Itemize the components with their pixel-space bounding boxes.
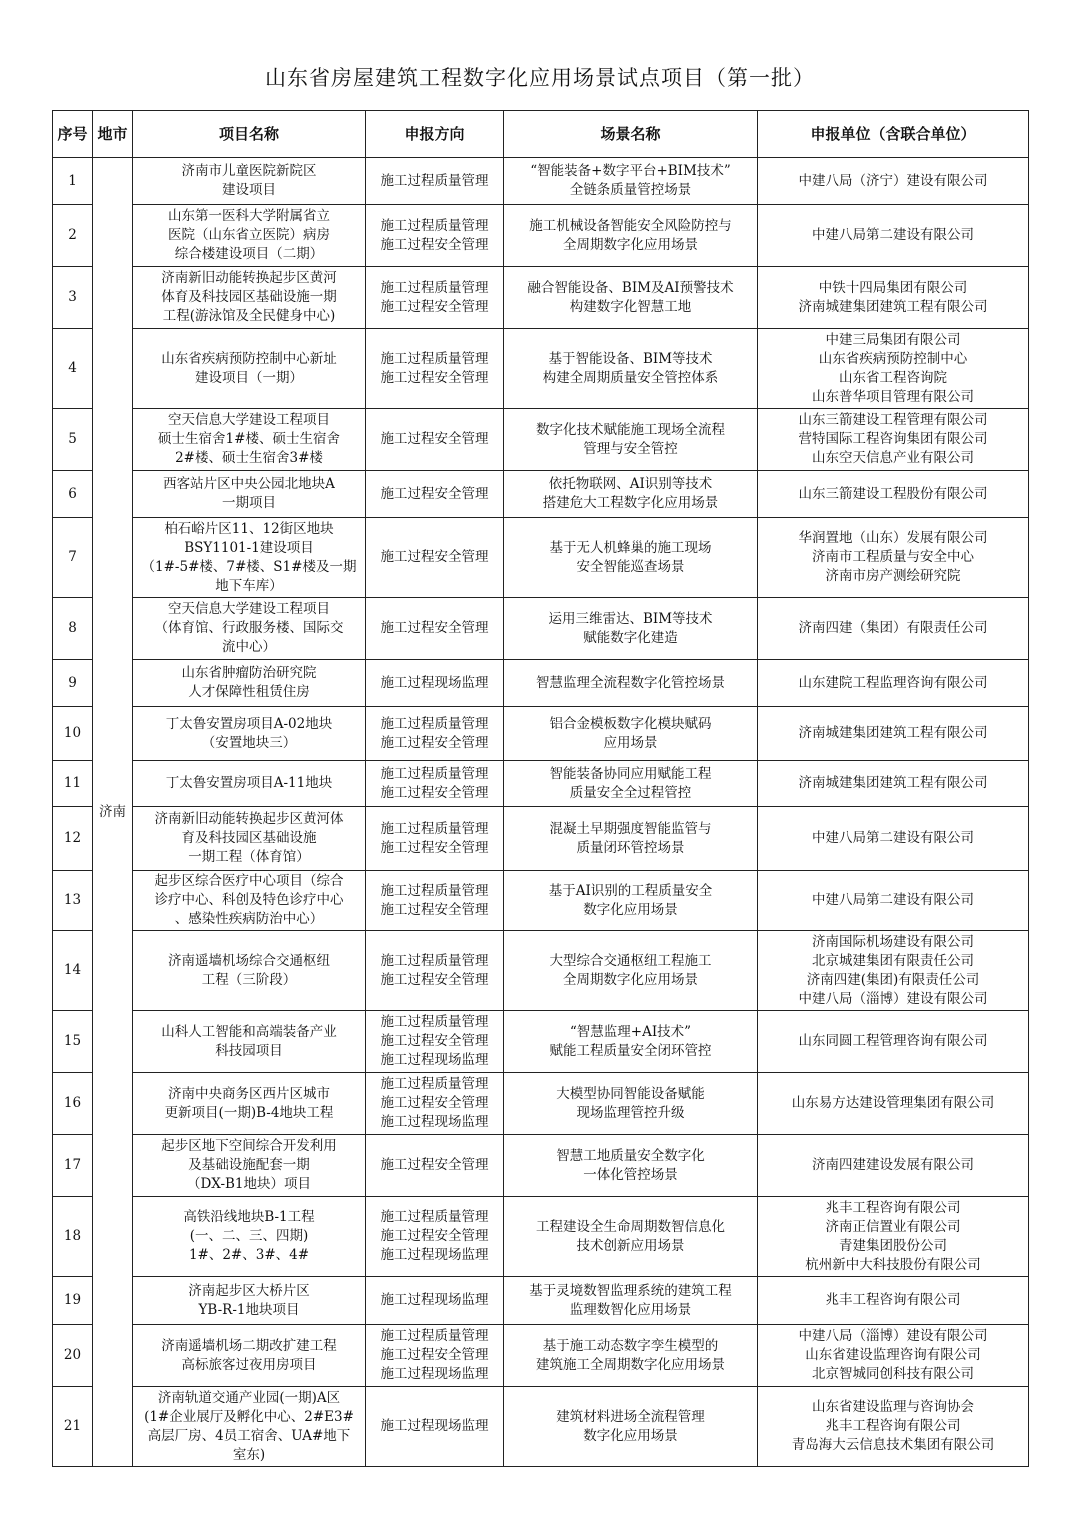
cell-unit: 中建八局（淄博）建设有限公司 山东省建设监理咨询有限公司 北京智城同创科技有限公司	[758, 1325, 1029, 1387]
cell-unit: 济南四建（集团）有限责任公司	[758, 598, 1029, 660]
cell-unit: 山东易方达建设管理集团有限公司	[758, 1073, 1029, 1135]
cell-seq: 9	[53, 660, 93, 707]
cell-unit: 山东省建设监理与咨询协会 兆丰工程咨询有限公司 青岛海大云信息技术集团有限公司	[758, 1387, 1029, 1467]
cell-project: 西客站片区中央公园北地块A 一期项目	[133, 471, 366, 518]
cell-direction: 施工过程安全管理	[366, 409, 504, 471]
page-title: 山东省房屋建筑工程数字化应用场景试点项目（第一批）	[265, 66, 815, 90]
header-project: 项目名称	[133, 111, 366, 158]
cell-unit: 济南国际机场建设有限公司 北京城建集团有限责任公司 济南四建(集团)有限责任公司 中建八局（淄博）建设有限公司	[758, 931, 1029, 1011]
table-row	[53, 267, 1029, 329]
cell-direction: 施工过程质量管理 施工过程安全管理	[366, 205, 504, 267]
cell-project: 山东第一医科大学附属省立 医院（山东省立医院）病房 综合楼建设项目（二期）	[133, 205, 366, 267]
cell-seq: 14	[53, 931, 93, 1011]
cell-project: 济南新旧动能转换起步区黄河体 育及科技园区基础设施 一期工程（体育馆）	[133, 807, 366, 871]
cell-project: 济南起步区大桥片区 YB-R-1地块项目	[133, 1277, 366, 1325]
table-row	[53, 598, 1029, 660]
cell-seq: 5	[53, 409, 93, 471]
cell-scene: “智慧监理+AI技术” 赋能工程质量安全闭环管控	[504, 1011, 758, 1073]
cell-seq: 2	[53, 205, 93, 267]
cell-scene: “智能装备+数字平台+BIM技术” 全链条质量管控场景	[504, 158, 758, 205]
cell-direction: 施工过程现场监理	[366, 1387, 504, 1467]
table-row	[53, 871, 1029, 931]
cell-project: 丁太鲁安置房项目A-11地块	[133, 761, 366, 807]
cell-seq: 19	[53, 1277, 93, 1325]
cell-seq: 12	[53, 807, 93, 871]
cell-direction: 施工过程质量管理 施工过程安全管理 施工过程现场监理	[366, 1073, 504, 1135]
cell-direction: 施工过程质量管理 施工过程安全管理 施工过程现场监理	[366, 1325, 504, 1387]
cell-unit: 中建三局集团有限公司 山东省疾病预防控制中心 山东省工程咨询院 山东普华项目管理有限公司	[758, 329, 1029, 409]
cell-scene: 混凝土早期强度智能监管与 质量闭环管控场景	[504, 807, 758, 871]
cell-unit: 济南城建集团建筑工程有限公司	[758, 761, 1029, 807]
cell-scene: 工程建设全生命周期数智信息化 技术创新应用场景	[504, 1197, 758, 1277]
table-row	[53, 707, 1029, 761]
cell-project: 山科人工智能和高端装备产业 科技园项目	[133, 1011, 366, 1073]
cell-unit: 山东同圆工程管理咨询有限公司	[758, 1011, 1029, 1073]
cell-direction: 施工过程质量管理 施工过程安全管理	[366, 871, 504, 931]
cell-seq: 6	[53, 471, 93, 518]
cell-direction: 施工过程质量管理 施工过程安全管理	[366, 807, 504, 871]
header-unit: 申报单位（含联合单位）	[758, 111, 1029, 158]
table-row	[53, 329, 1029, 409]
cell-direction: 施工过程现场监理	[366, 1277, 504, 1325]
cell-scene: 基于AI识别的工程质量安全 数字化应用场景	[504, 871, 758, 931]
cell-seq: 20	[53, 1325, 93, 1387]
cell-unit: 山东三箭建设工程股份有限公司	[758, 471, 1029, 518]
table-row	[53, 1277, 1029, 1325]
cell-seq: 10	[53, 707, 93, 761]
cell-direction: 施工过程质量管理 施工过程安全管理	[366, 761, 504, 807]
cell-seq: 11	[53, 761, 93, 807]
cell-seq: 7	[53, 518, 93, 598]
cell-unit: 中建八局第二建设有限公司	[758, 205, 1029, 267]
cell-scene: 依托物联网、AI识别等技术 搭建危大工程数字化应用场景	[504, 471, 758, 518]
table-row	[53, 1011, 1029, 1073]
cell-seq: 1	[53, 158, 93, 205]
table-row	[53, 1325, 1029, 1387]
cell-project: 济南市儿童医院新院区 建设项目	[133, 158, 366, 205]
cell-project: 空天信息大学建设工程项目 硕士生宿舍1#楼、硕士生宿舍 2#楼、硕士生宿舍3#楼	[133, 409, 366, 471]
cell-unit: 华润置地（山东）发展有限公司 济南市工程质量与安全中心 济南市房产测绘研究院	[758, 518, 1029, 598]
cell-seq: 8	[53, 598, 93, 660]
cell-scene: 智慧监理全流程数字化管控场景	[504, 660, 758, 707]
cell-direction: 施工过程现场监理	[366, 660, 504, 707]
cell-scene: 施工机械设备智能安全风险防控与 全周期数字化应用场景	[504, 205, 758, 267]
cell-unit: 兆丰工程咨询有限公司	[758, 1277, 1029, 1325]
projects-table	[52, 110, 1029, 1467]
table-row	[53, 931, 1029, 1011]
cell-project: 济南轨道交通产业园(一期)A区 (1#企业展厅及孵化中心、2#E3# 高层厂房、4员工宿舍、UA#地下 室东)	[133, 1387, 366, 1467]
cell-direction: 施工过程质量管理 施工过程安全管理	[366, 329, 504, 409]
cell-scene: 大型综合交通枢纽工程施工 全周期数字化应用场景	[504, 931, 758, 1011]
cell-project: 济南遥墙机场二期改扩建工程 高标旅客过夜用房项目	[133, 1325, 366, 1387]
cell-city: 济南	[93, 158, 133, 1467]
cell-scene: 大模型协同智能设备赋能 现场监理管控升级	[504, 1073, 758, 1135]
cell-scene: 智能装备协同应用赋能工程 质量安全全过程管控	[504, 761, 758, 807]
cell-unit: 济南城建集团建筑工程有限公司	[758, 707, 1029, 761]
cell-unit: 中铁十四局集团有限公司 济南城建集团建筑工程有限公司	[758, 267, 1029, 329]
cell-unit: 中建八局（济宁）建设有限公司	[758, 158, 1029, 205]
cell-project: 济南新旧动能转换起步区黄河 体育及科技园区基础设施一期 工程(游泳馆及全民健身中心)	[133, 267, 366, 329]
cell-direction: 施工过程质量管理 施工过程安全管理	[366, 707, 504, 761]
table-row	[53, 409, 1029, 471]
table-header-row	[53, 111, 1029, 158]
cell-scene: 建筑材料进场全流程管理 数字化应用场景	[504, 1387, 758, 1467]
header-scene: 场景名称	[504, 111, 758, 158]
cell-scene: 基于施工动态数字孪生模型的 建筑施工全周期数字化应用场景	[504, 1325, 758, 1387]
cell-unit: 山东三箭建设工程管理有限公司 营特国际工程咨询集团有限公司 山东空天信息产业有限公司	[758, 409, 1029, 471]
cell-project: 山东省肿瘤防治研究院 人才保障性租赁住房	[133, 660, 366, 707]
cell-project: 高铁沿线地块B-1工程 (一、二、三、四期) 1#、2#、3#、4#	[133, 1197, 366, 1277]
table-row	[53, 1197, 1029, 1277]
table-row	[53, 807, 1029, 871]
cell-scene: 数字化技术赋能施工现场全流程 管理与安全管控	[504, 409, 758, 471]
cell-seq: 18	[53, 1197, 93, 1277]
table-row	[53, 158, 1029, 205]
cell-project: 山东省疾病预防控制中心新址 建设项目（一期）	[133, 329, 366, 409]
cell-scene: 融合智能设备、BIM及AI预警技术 构建数字化智慧工地	[504, 267, 758, 329]
cell-direction: 施工过程质量管理 施工过程安全管理	[366, 931, 504, 1011]
cell-direction: 施工过程安全管理	[366, 1135, 504, 1197]
cell-scene: 智慧工地质量安全数字化 一体化管控场景	[504, 1135, 758, 1197]
cell-unit: 中建八局第二建设有限公司	[758, 807, 1029, 871]
cell-direction: 施工过程质量管理 施工过程安全管理 施工过程现场监理	[366, 1011, 504, 1073]
cell-project: 柏石峪片区11、12街区地块 BSY1101-1建设项目 （1#-5#楼、7#楼、S1#楼及一期 地下车库）	[133, 518, 366, 598]
cell-direction: 施工过程安全管理	[366, 518, 504, 598]
cell-scene: 铝合金模板数字化模块赋码 应用场景	[504, 707, 758, 761]
cell-seq: 13	[53, 871, 93, 931]
table-row	[53, 471, 1029, 518]
cell-scene: 运用三维雷达、BIM等技术 赋能数字化建造	[504, 598, 758, 660]
cell-scene: 基于灵境数智监理系统的建筑工程 监理数智化应用场景	[504, 1277, 758, 1325]
table-row	[53, 660, 1029, 707]
table-row	[53, 1135, 1029, 1197]
cell-direction: 施工过程安全管理	[366, 598, 504, 660]
cell-direction: 施工过程质量管理 施工过程安全管理	[366, 267, 504, 329]
cell-seq: 17	[53, 1135, 93, 1197]
cell-direction: 施工过程质量管理	[366, 158, 504, 205]
cell-scene: 基于智能设备、BIM等技术 构建全周期质量安全管控体系	[504, 329, 758, 409]
cell-direction: 施工过程质量管理 施工过程安全管理 施工过程现场监理	[366, 1197, 504, 1277]
cell-project: 济南中央商务区西片区城市 更新项目(一期)B-4地块工程	[133, 1073, 366, 1135]
table-row	[53, 761, 1029, 807]
header-direction: 申报方向	[366, 111, 504, 158]
cell-unit: 山东建院工程监理咨询有限公司	[758, 660, 1029, 707]
cell-seq: 4	[53, 329, 93, 409]
header-city: 地市	[93, 111, 133, 158]
table-row	[53, 205, 1029, 267]
cell-unit: 中建八局第二建设有限公司	[758, 871, 1029, 931]
table-row	[53, 1073, 1029, 1135]
header-seq: 序号	[53, 111, 93, 158]
cell-scene: 基于无人机蜂巢的施工现场 安全智能巡查场景	[504, 518, 758, 598]
cell-project: 空天信息大学建设工程项目 （体育馆、行政服务楼、国际交 流中心）	[133, 598, 366, 660]
cell-project: 起步区地下空间综合开发利用 及基础设施配套一期 （DX-B1地块）项目	[133, 1135, 366, 1197]
cell-project: 丁太鲁安置房项目A-02地块 （安置地块三）	[133, 707, 366, 761]
cell-project: 济南遥墙机场综合交通枢纽 工程（三阶段）	[133, 931, 366, 1011]
cell-seq: 21	[53, 1387, 93, 1467]
cell-seq: 3	[53, 267, 93, 329]
table-row	[53, 1387, 1029, 1467]
cell-project: 起步区综合医疗中心项目（综合 诊疗中心、科创及特色诊疗中心 、感染性疾病防治中心）	[133, 871, 366, 931]
cell-seq: 16	[53, 1073, 93, 1135]
table-row	[53, 518, 1029, 598]
cell-unit: 济南四建建设发展有限公司	[758, 1135, 1029, 1197]
cell-seq: 15	[53, 1011, 93, 1073]
cell-direction: 施工过程安全管理	[366, 471, 504, 518]
cell-unit: 兆丰工程咨询有限公司 济南正信置业有限公司 青建集团股份公司 杭州新中大科技股份有限公司	[758, 1197, 1029, 1277]
